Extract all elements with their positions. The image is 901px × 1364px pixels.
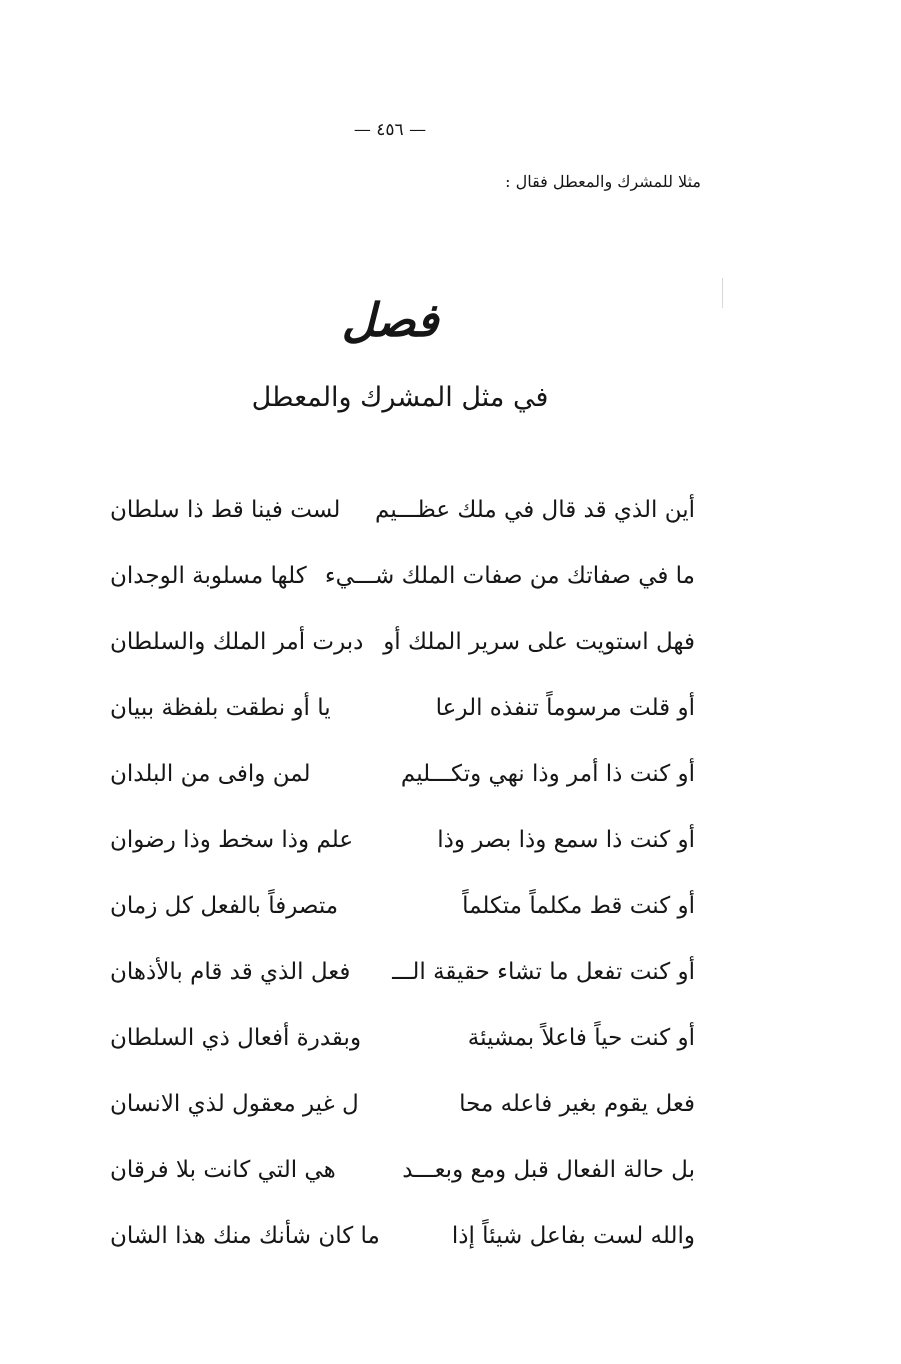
verse-line <box>0 614 901 670</box>
intro-line: مثلا للمشرك والمعطل فقال : <box>505 172 701 191</box>
verse-line <box>0 812 901 868</box>
verse-line <box>0 1010 901 1066</box>
verse-second-hemistich: ما كان شأنك منك هذا الشان <box>110 1223 380 1249</box>
verse-second-hemistich: لست فينا قط ذا سلطان <box>110 497 341 523</box>
verse-first-hemistich: أين الذي قد قال في ملك عظـــيم <box>375 497 695 523</box>
verse-first-hemistich: فعل يقوم بغير فاعله محا <box>459 1091 695 1117</box>
verse-line <box>0 680 901 736</box>
verse-first-hemistich: أو كنت حياً فاعلاً بمشيئة <box>467 1025 695 1051</box>
verse-line <box>0 944 901 1000</box>
verse-first-hemistich: أو كنت ذا سمع وذا بصر وذا <box>437 827 695 853</box>
verse-line <box>0 548 901 604</box>
verse-second-hemistich: علم وذا سخط وذا رضوان <box>110 827 354 853</box>
verse-line <box>0 482 901 538</box>
verse-second-hemistich: يا أو نطقت بلفظة ببيان <box>110 695 331 721</box>
verse-second-hemistich: ل غير معقول لذي الانسان <box>110 1091 359 1117</box>
verse-second-hemistich: كلها مسلوبة الوجدان <box>110 563 307 589</box>
verse-line <box>0 1208 901 1264</box>
verse-first-hemistich: بل حالة الفعال قبل ومع وبعـــد <box>402 1157 695 1183</box>
verse-second-hemistich: متصرفاً بالفعل كل زمان <box>110 893 339 919</box>
verse-first-hemistich: ما في صفاتك من صفات الملك شـــيء <box>324 563 695 589</box>
verse-first-hemistich: فهل استويت على سرير الملك أو <box>383 629 695 655</box>
section-subheading: في مثل المشرك والمعطل <box>251 382 549 413</box>
verse-first-hemistich: أو قلت مرسوماً تنفذه الرعا <box>435 695 695 721</box>
verse-line <box>0 1076 901 1132</box>
verse-second-hemistich: فعل الذي قد قام بالأذهان <box>110 959 351 985</box>
verse-line <box>0 878 901 934</box>
verse-first-hemistich: أو كنت تفعل ما تشاء حقيقة الـــ <box>392 959 695 985</box>
verse-line <box>0 746 901 802</box>
verse-first-hemistich: أو كنت قط مكلماً متكلماً <box>462 893 695 919</box>
verse-line <box>0 1142 901 1198</box>
verse-second-hemistich: وبقدرة أفعال ذي السلطان <box>110 1025 362 1051</box>
page-number: — ٤٥٦ — <box>353 120 427 140</box>
verse-first-hemistich: أو كنت ذا أمر وذا نهي وتكـــليم <box>400 761 695 787</box>
section-heading: فصل <box>341 293 439 347</box>
verse-first-hemistich: والله لست بفاعل شيئاً إذا <box>451 1223 695 1249</box>
verse-second-hemistich: هي التي كانت بلا فرقان <box>110 1157 336 1183</box>
verse-second-hemistich: لمن وافى من البلدان <box>110 761 311 787</box>
verse-second-hemistich: دبرت أمر الملك والسلطان <box>110 629 364 655</box>
